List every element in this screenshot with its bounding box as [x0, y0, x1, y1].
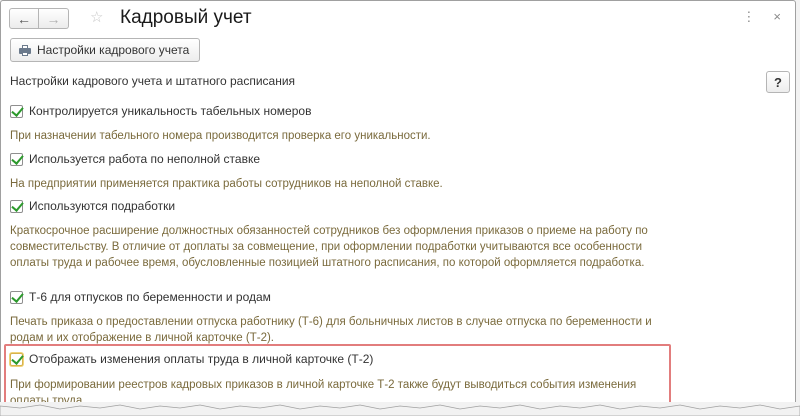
option-description: При назначении табельного номера производится проверка его уникальности.: [10, 130, 431, 142]
section-title: Настройки кадрового учета и штатного расписания: [10, 74, 296, 88]
arrow-left-icon: ←: [17, 10, 31, 27]
option-unique-personnel-numbers[interactable]: [10, 104, 311, 118]
option-t6-maternity[interactable]: [10, 290, 271, 304]
option-show-pay-changes[interactable]: [10, 352, 373, 366]
side-jobs-checkbox[interactable]: [10, 200, 23, 213]
page-title: Кадровый учет: [120, 7, 252, 28]
option-description: Краткосрочное расширение должностных обязанностей сотрудников без оформления приказов о приеме на работу по совместительству. В отличие от доплаты за совмещение, при оформлении подработки учитываются все особенности оплаты труда и рабочее время, обусловленные позицией штатного расписания, по которой оформляется подработка.: [10, 225, 648, 269]
option-side-jobs[interactable]: [10, 199, 175, 213]
unique-numbers-checkbox[interactable]: [10, 105, 23, 118]
torn-edge: [0, 402, 800, 416]
close-icon[interactable]: ×: [773, 9, 781, 24]
arrow-right-icon: →: [46, 10, 61, 27]
option-part-time-rate[interactable]: [10, 152, 260, 166]
option-description: На предприятии применяется практика работы сотрудников на неполной ставке.: [10, 178, 443, 190]
hr-settings-button[interactable]: [10, 38, 200, 62]
option-label: Используется работа по неполной ставке: [29, 152, 261, 166]
hr-settings-button-label: Настройки кадрового учета: [37, 43, 190, 57]
back-button[interactable]: [9, 8, 39, 29]
printer-icon: [19, 45, 31, 56]
option-label: Контролируется уникальность табельных номеров: [29, 104, 312, 118]
t6-maternity-checkbox[interactable]: [10, 291, 23, 304]
option-label: Отображать изменения оплаты труда в личной карточке (Т-2): [29, 352, 374, 366]
option-label: Т-6 для отпусков по беременности и родам: [29, 290, 271, 304]
help-icon: ?: [774, 74, 782, 90]
help-button[interactable]: [766, 71, 790, 93]
forward-button[interactable]: [39, 8, 69, 29]
part-time-checkbox[interactable]: [10, 153, 23, 166]
option-label: Используются подработки: [29, 199, 176, 213]
option-description: Печать приказа о предоставлении отпуска работнику (Т-6) для больничных листов в случае отпуска по беременности и родам и их отображение в личной карточке (Т-2).: [10, 316, 652, 344]
window-controls: [742, 9, 781, 25]
option-description: При формировании реестров кадровых приказов в личной карточке Т-2 также будут выводиться события изменения оплаты труда.: [10, 379, 637, 407]
favorite-star-icon[interactable]: ☆: [90, 9, 104, 26]
more-options-icon[interactable]: ⋮: [742, 9, 756, 24]
navigation-buttons: [9, 8, 69, 29]
show-pay-changes-checkbox[interactable]: [10, 353, 23, 366]
